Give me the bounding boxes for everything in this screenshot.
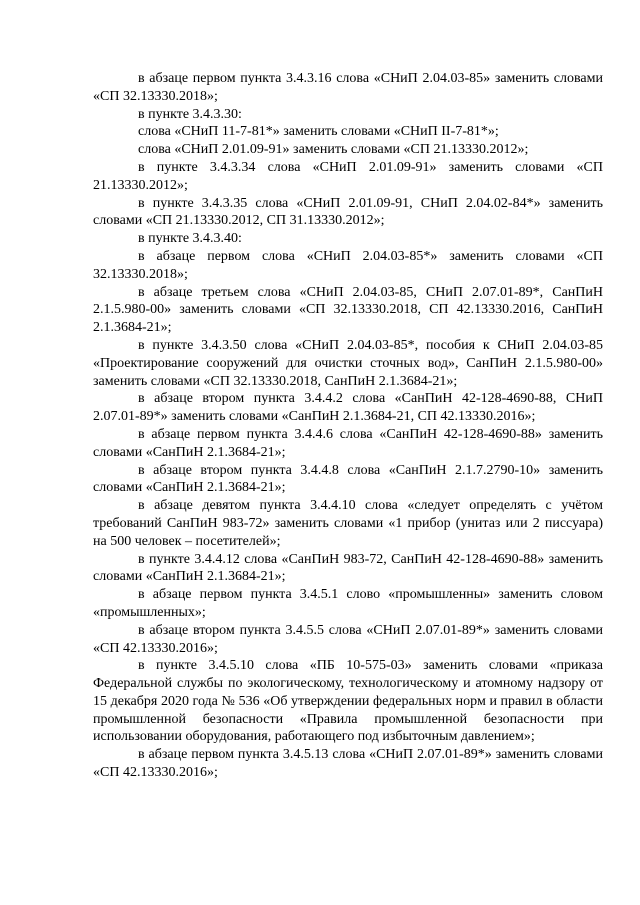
paragraph-3-4-3-34: в пункте 3.4.3.34 слова «СНиП 2.01.09-91» заменить словами «СП 21.13330.2012»; [93,159,603,193]
paragraph-3-4-3-50: в пункте 3.4.3.50 слова «СНиП 2.04.03-85*, пособия к СНиП 2.04.03-85 «Проектирование сооружений для очистки сточных вод», СанПиН 2.1.5.980-00» заменить словами «СП 32.13330.2018, СанПиН 2.1.3684-21»; [93,337,603,389]
paragraph-3-4-4-12: в пункте 3.4.4.12 слова «СанПиН 983-72, СанПиН 42-128-4690-88» заменить словами «СанПиН 2.1.3684-21»; [93,551,603,585]
paragraph-3-4-3-40-first: в абзаце первом слова «СНиП 2.04.03-85*» заменить словами «СП 32.13330.2018»; [93,248,603,282]
paragraph-3-4-5-1: в абзаце первом пункта 3.4.5.1 слово «промышленны» заменить словом «промышленных»; [93,587,603,620]
paragraph-3-4-4-6: в абзаце первом пункта 3.4.4.6 слова «СанПиН 42-128-4690-88» заменить словами «СанПиН 2.1.3684-21»; [93,426,603,460]
paragraph-3-4-3-30-item-2: слова «СНиП 2.01.09-91» заменить словами «СП 21.13330.2012»; [138,142,529,158]
paragraph-3-4-3-30: в пункте 3.4.3.30: [138,106,242,122]
paragraph-3-4-3-16: в абзаце первом пункта 3.4.3.16 слова «СНиП 2.04.03-85» заменить словами «СП 32.13330.2018»; [93,71,603,104]
paragraph-3-4-5-5: в абзаце втором пункта 3.4.5.5 слова «СНиП 2.07.01-89*» заменить словами «СП 42.13330.2016»; [93,622,603,656]
paragraph-3-4-4-8: в абзаце втором пункта 3.4.4.8 слова «СанПиН 2.1.7.2790-10» заменить словами «СанПиН 2.1.3684-21»; [93,462,603,496]
paragraph-3-4-3-30-item-1: слова «СНиП 11-7-81*» заменить словами «СНиП II-7-81*»; [138,124,499,140]
paragraph-3-4-4-10: в абзаце девятом пункта 3.4.4.10 слова «следует определять с учётом требований СанПиН 983-72» заменить словами «1 прибор (унитаз или 2 писсуара) на 500 человек – посетителей»; [93,498,603,549]
paragraph-3-4-3-40-third: в абзаце третьем слова «СНиП 2.04.03-85, СНиП 2.07.01-89*, СанПиН 2.1.5.980-00» заменить словами «СП 32.13330.2018, СП 42.13330.2016, СанПиН 2.1.3684-21»; [93,284,603,336]
paragraph-3-4-3-40: в пункте 3.4.3.40: [138,231,242,247]
paragraph-3-4-5-13: в абзаце первом пункта 3.4.5.13 слова «СНиП 2.07.01-89*» заменить словами «СП 42.13330.2016»; [93,747,603,781]
paragraph-3-4-3-35: в пункте 3.4.3.35 слова «СНиП 2.01.09-91, СНиП 2.04.02-84*» заменить словами «СП 21.13330.2012, СП 31.13330.2012»; [93,195,603,229]
paragraph-3-4-5-10: в пункте 3.4.5.10 слова «ПБ 10-575-03» заменить словами «приказа Федеральной службы по экологическому, технологическому и атомному надзору от 15 декабря 2020 года № 536 «Об утверждении федеральных норм и правил в области промышленной безопасности «Правила промышленной безопасности при использовании оборудования, работающего под избыточным давлением»; [93,658,603,745]
paragraph-3-4-4-2: в абзаце втором пункта 3.4.4.2 слова «СанПиН 42-128-4690-88, СНиП 2.07.01-89*» заменить словами «СанПиН 2.1.3684-21, СП 42.13330.2016»; [93,391,603,425]
document-body [93,70,603,782]
